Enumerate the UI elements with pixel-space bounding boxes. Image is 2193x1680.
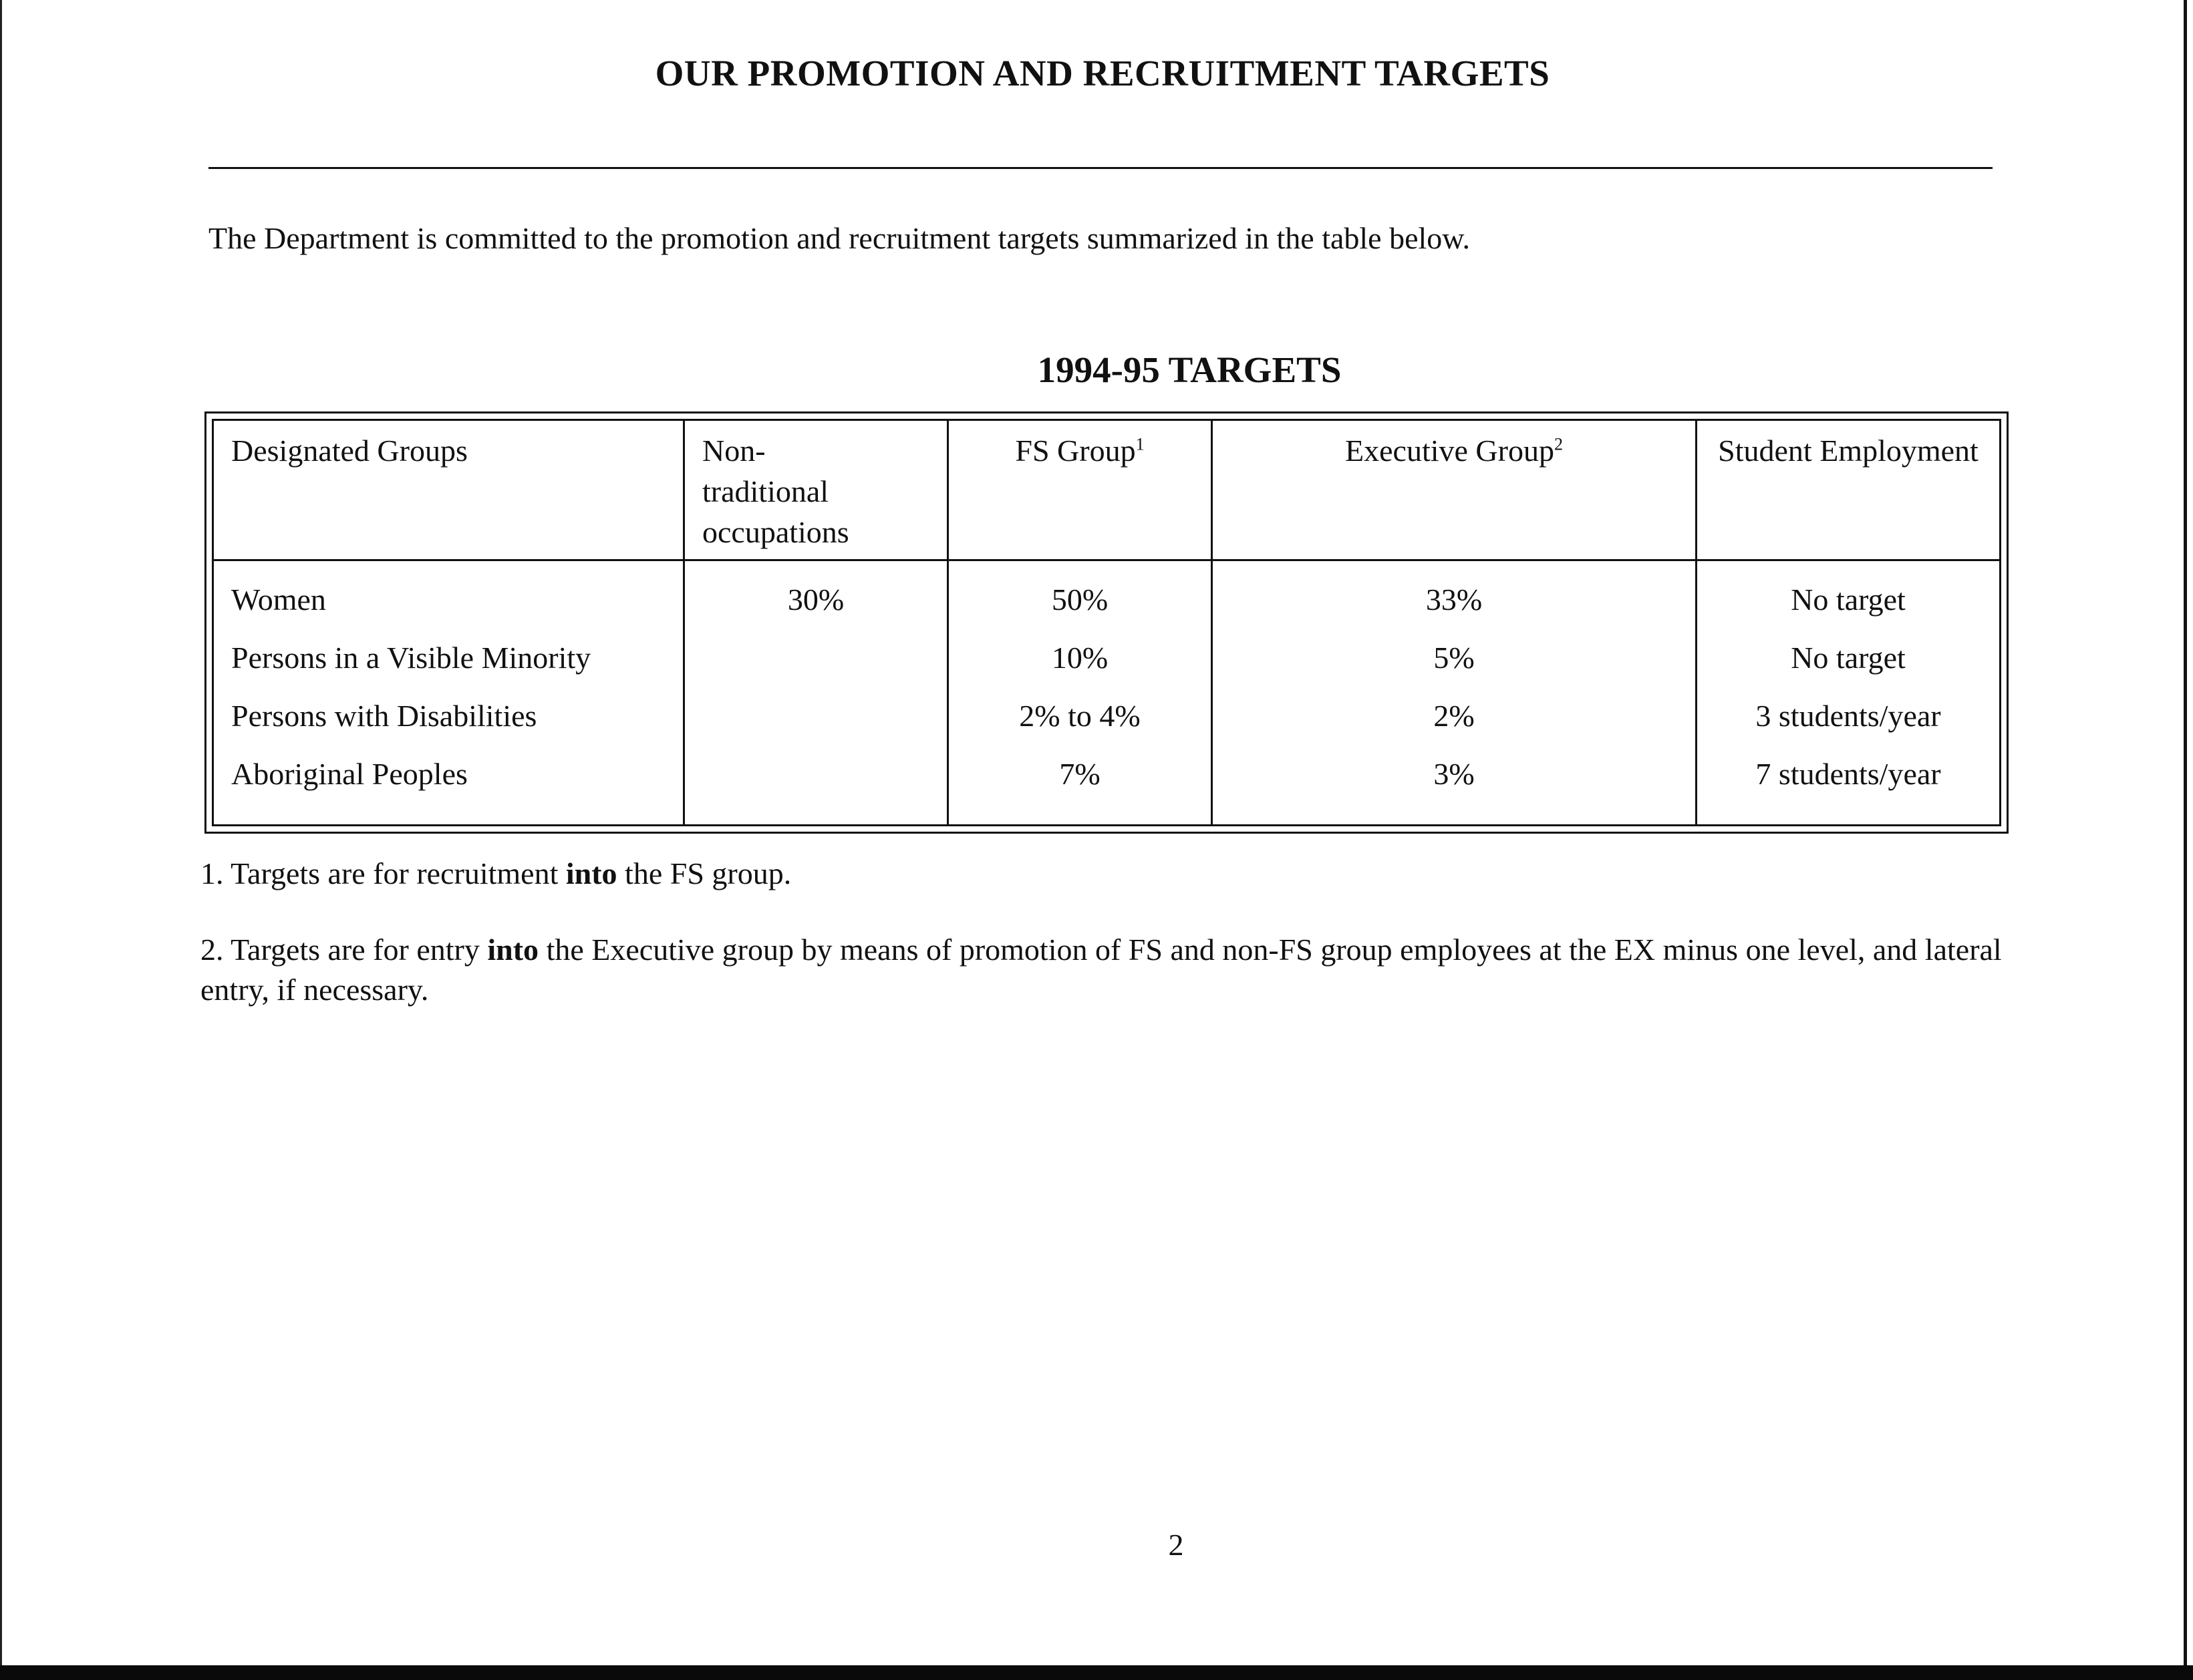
header-non-traditional-line3: occupations bbox=[702, 515, 849, 549]
footnote-text: the FS group. bbox=[625, 856, 792, 890]
fs-group-column bbox=[948, 560, 1212, 826]
footnote-number: 1. bbox=[200, 856, 224, 890]
title-divider bbox=[208, 167, 1993, 169]
table-data-row bbox=[213, 560, 2001, 826]
page-edge-bottom bbox=[0, 1665, 2193, 1680]
targets-table-frame bbox=[204, 411, 2009, 834]
table-cell-group: Persons with Disabilities bbox=[231, 699, 537, 733]
table-cell-fs-group: 2% to 4% bbox=[1019, 699, 1141, 733]
header-non-traditional-line2: traditional bbox=[702, 474, 829, 508]
footnote-2 bbox=[200, 930, 2005, 1010]
table-cell-fs-group: 7% bbox=[1059, 757, 1101, 791]
table-header-row bbox=[213, 420, 2001, 560]
header-student-employment: Student Employment bbox=[1697, 420, 2001, 560]
table-cell-non-traditional bbox=[702, 745, 929, 803]
header-designated-groups: Designated Groups bbox=[213, 420, 684, 560]
footnote-text: Targets are for recruitment bbox=[231, 856, 559, 890]
table-cell-fs-group: 10% bbox=[1051, 641, 1109, 675]
non-traditional-column bbox=[684, 560, 948, 826]
table-cell-executive-group: 2% bbox=[1433, 699, 1475, 733]
header-fs-group-label: FS Group bbox=[1015, 434, 1136, 468]
footnote-emphasis: into bbox=[565, 856, 617, 890]
footnote-ref-1: 1 bbox=[1135, 434, 1145, 454]
table-cell-group: Aboriginal Peoples bbox=[231, 757, 468, 791]
table-cell-executive-group: 3% bbox=[1433, 757, 1475, 791]
table-cell-executive-group: 33% bbox=[1425, 582, 1483, 617]
footnote-ref-2: 2 bbox=[1554, 434, 1563, 454]
intro-paragraph: The Department is committed to the promotion and recruitment targets summarized in the table below. bbox=[208, 221, 1471, 255]
footnote-text: Targets are for entry bbox=[231, 933, 480, 967]
header-non-traditional-line1: Non- bbox=[702, 434, 766, 468]
table-cell-executive-group: 5% bbox=[1433, 641, 1475, 675]
footnote-text: the Executive group by means of promotion of FS and non-FS group employees at the EX minus one level, and lateral entry, if necessary. bbox=[200, 933, 2002, 1007]
footnote-number: 2. bbox=[200, 933, 224, 967]
header-non-traditional bbox=[684, 420, 948, 560]
header-executive-group-label: Executive Group bbox=[1345, 434, 1554, 468]
table-cell-student-employment: No target bbox=[1791, 582, 1906, 617]
table-cell-group: Persons in a Visible Minority bbox=[231, 641, 591, 675]
student-employment-column bbox=[1697, 560, 2001, 826]
header-executive-group bbox=[1212, 420, 1697, 560]
footnote-1 bbox=[200, 854, 2005, 894]
table-cell-non-traditional bbox=[702, 687, 929, 745]
page-number: 2 bbox=[1168, 1528, 1184, 1562]
table-cell-student-employment: 3 students/year bbox=[1755, 699, 1941, 733]
page-edge-left bbox=[0, 0, 2, 1680]
header-fs-group bbox=[948, 420, 1212, 560]
footnote-emphasis: into bbox=[487, 933, 539, 967]
table-cell-group: Women bbox=[231, 582, 326, 617]
designated-groups-column bbox=[213, 560, 684, 826]
table-cell-fs-group: 50% bbox=[1051, 582, 1109, 617]
page-title: OUR PROMOTION AND RECRUITMENT TARGETS bbox=[655, 53, 1550, 94]
table-cell-non-traditional bbox=[702, 629, 929, 687]
table-title: 1994-95 TARGETS bbox=[1037, 349, 1342, 390]
page-edge-right bbox=[2184, 0, 2187, 1680]
table-cell-non-traditional: 30% bbox=[787, 582, 845, 617]
table-cell-student-employment: No target bbox=[1791, 641, 1906, 675]
table-cell-student-employment: 7 students/year bbox=[1755, 757, 1941, 791]
executive-group-column bbox=[1212, 560, 1697, 826]
targets-table bbox=[212, 419, 2001, 826]
